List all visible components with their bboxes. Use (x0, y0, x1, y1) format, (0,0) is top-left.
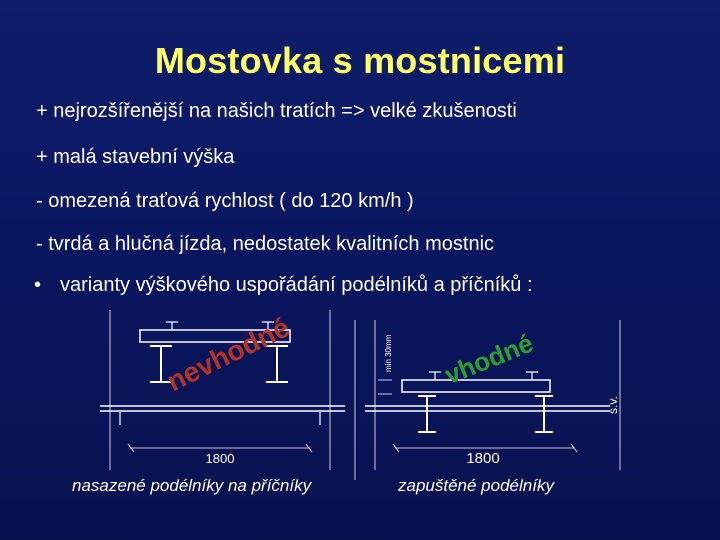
left-diagram (100, 310, 345, 470)
page-title: Mostovka s mostnicemi (154, 40, 566, 81)
right-dimension-label: 1800 (466, 450, 500, 467)
advantage-line-1: + nejrozšířenější na našich tratích => velké zkušenosti (36, 100, 517, 122)
min-30mm-label: min 30mm (384, 334, 393, 372)
advantage-line-2: + malá stavební výška (36, 146, 235, 168)
left-caption: nasazené podélníky na příčníky (72, 476, 312, 495)
left-dimension-label: 1800 (205, 451, 235, 466)
suitable-stamp: vhodné (440, 327, 538, 391)
sv-label: s.v. (606, 396, 620, 414)
unsuitable-stamp: nevhodné (161, 311, 295, 398)
bullet-text: varianty výškového uspořádání podélníků a příčníků : (60, 274, 533, 296)
disadvantage-line-2: - tvrdá a hlučná jízda, nedostatek kvalitních mostnic (36, 233, 495, 255)
disadvantage-line-1: - omezená traťová rychlost ( do 120 km/h ) (36, 190, 414, 212)
right-caption: zapuštěné podélníky (398, 476, 554, 495)
bullet-icon: • (34, 274, 42, 296)
